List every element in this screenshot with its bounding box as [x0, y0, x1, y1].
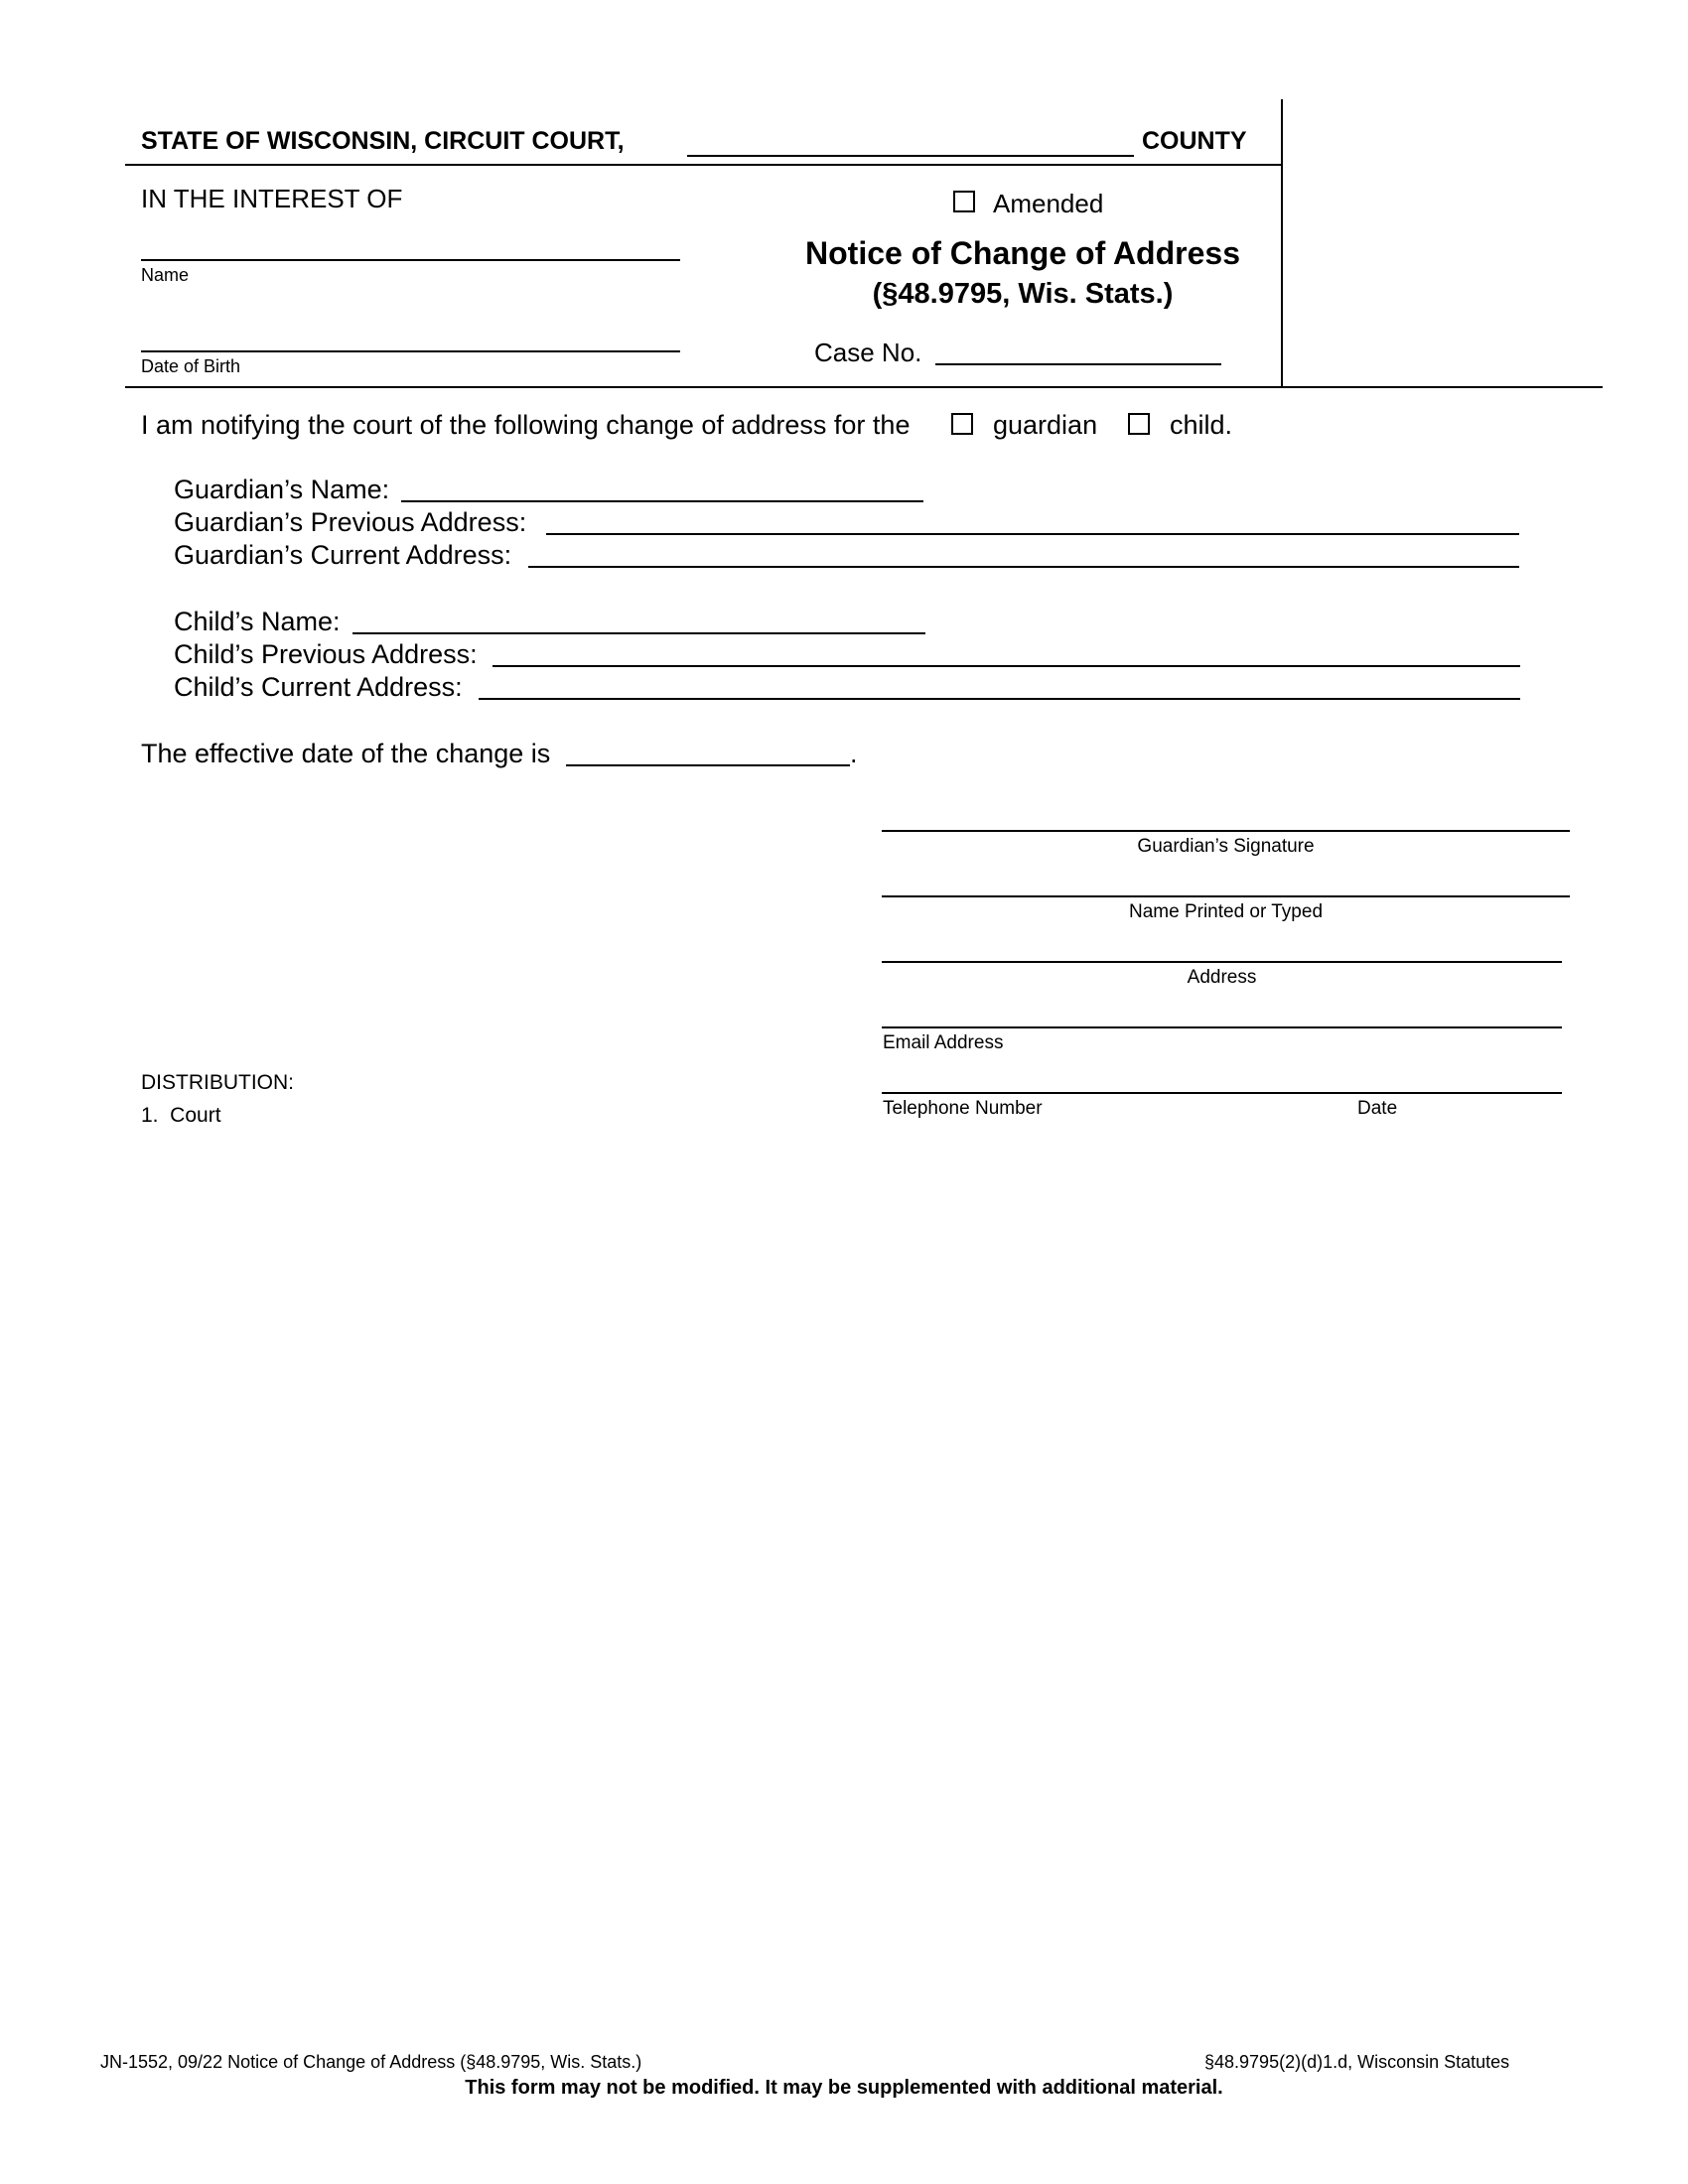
address-field[interactable] — [882, 961, 1562, 963]
case-no-field[interactable] — [935, 363, 1221, 365]
distribution-item: 1. Court — [141, 1104, 221, 1127]
child-name-field[interactable] — [352, 632, 925, 634]
guardian-option-label: guardian — [993, 410, 1098, 440]
child-checkbox[interactable] — [1128, 413, 1150, 435]
name-printed-label: Name Printed or Typed — [1128, 901, 1324, 922]
effective-date-label: The effective date of the change is — [141, 739, 551, 768]
email-address-label: Email Address — [883, 1032, 1004, 1053]
case-no-label: Case No. — [814, 338, 922, 367]
header-vertical-divider — [1281, 99, 1283, 387]
child-current-address-field[interactable] — [479, 698, 1520, 700]
guardian-signature-field[interactable] — [882, 830, 1570, 832]
footer-notice: This form may not be modified. It may be supplemented with additional material. — [465, 2077, 1223, 2099]
distribution-title: DISTRIBUTION: — [141, 1071, 295, 1094]
guardian-current-address-field[interactable] — [528, 566, 1519, 568]
child-current-address-label: Child’s Current Address: — [174, 672, 463, 702]
effective-date-field[interactable] — [566, 764, 850, 766]
guardian-checkbox[interactable] — [951, 413, 973, 435]
name-printed-field[interactable] — [882, 895, 1570, 897]
caption-bottom-rule — [125, 386, 1603, 388]
amended-label: Amended — [993, 189, 1104, 218]
amended-checkbox[interactable] — [953, 191, 975, 212]
address-label: Address — [1187, 967, 1257, 988]
name-label: Name — [141, 265, 190, 285]
guardian-previous-address-field[interactable] — [546, 533, 1519, 535]
footer-statute-ref: §48.9795(2)(d)1.d, Wisconsin Statutes — [1204, 2052, 1510, 2072]
guardian-name-field[interactable] — [401, 500, 923, 502]
name-field[interactable] — [141, 259, 680, 261]
effective-date-period: . — [850, 739, 858, 768]
telephone-number-label: Telephone Number — [883, 1098, 1043, 1119]
date-label: Date — [1357, 1098, 1398, 1119]
form-statute: (§48.9795, Wis. Stats.) — [872, 278, 1174, 310]
header-rule — [125, 164, 1283, 166]
guardian-current-address-label: Guardian’s Current Address: — [174, 540, 512, 570]
date-of-birth-label: Date of Birth — [141, 356, 241, 376]
child-previous-address-field[interactable] — [492, 665, 1520, 667]
child-option-label: child. — [1170, 410, 1233, 440]
notice-statement: I am notifying the court of the following change of address for the — [141, 410, 911, 440]
child-name-label: Child’s Name: — [174, 607, 341, 636]
footer-form-id: JN-1552, 09/22 Notice of Change of Address (§48.9795, Wis. Stats.) — [100, 2052, 642, 2072]
child-previous-address-label: Child’s Previous Address: — [174, 639, 478, 669]
telephone-date-field[interactable] — [882, 1092, 1562, 1094]
guardian-signature-label: Guardian’s Signature — [1137, 836, 1315, 857]
county-label: COUNTY — [1142, 127, 1247, 155]
guardian-previous-address-label: Guardian’s Previous Address: — [174, 507, 527, 537]
in-the-interest-of-label: IN THE INTEREST OF — [141, 184, 403, 213]
county-name-field[interactable] — [687, 155, 1134, 157]
form-title: Notice of Change of Address — [805, 235, 1240, 271]
state-court-label: STATE OF WISCONSIN, CIRCUIT COURT, — [141, 127, 625, 155]
email-address-field[interactable] — [882, 1026, 1562, 1028]
guardian-name-label: Guardian’s Name: — [174, 475, 390, 504]
date-of-birth-field[interactable] — [141, 350, 680, 352]
